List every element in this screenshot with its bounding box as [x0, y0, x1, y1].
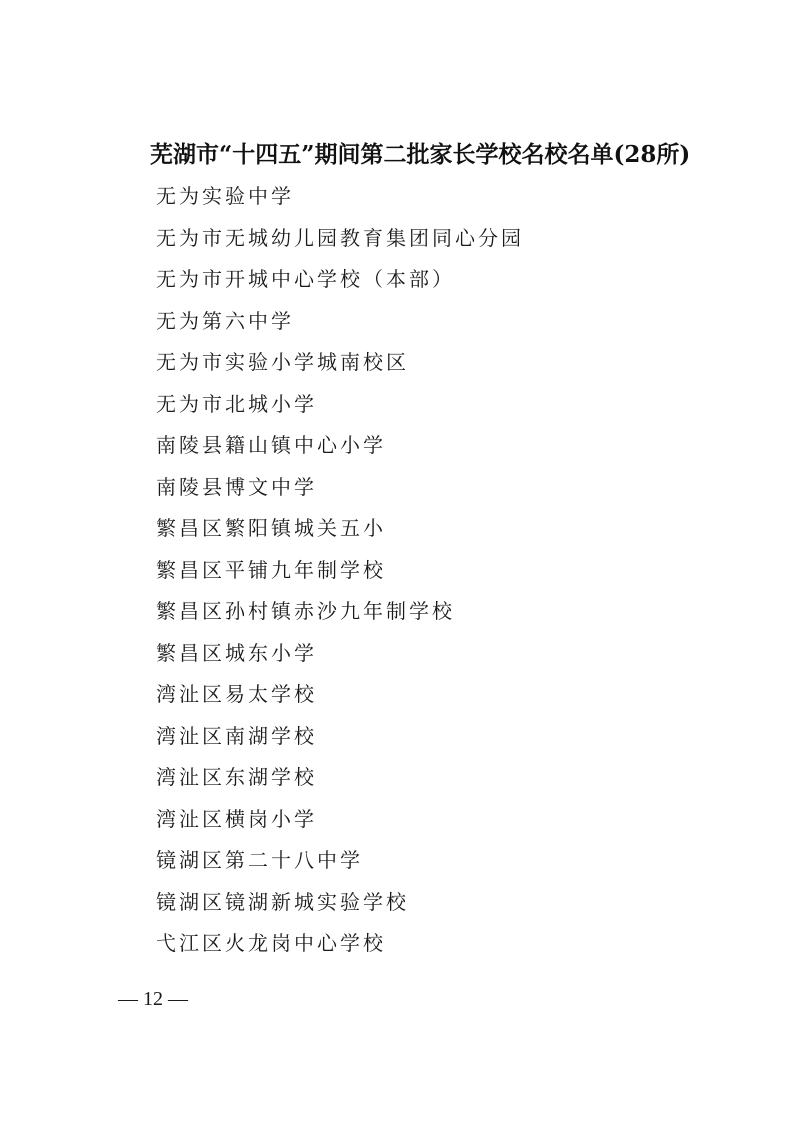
- school-list-item: 繁昌区孙村镇赤沙九年制学校: [156, 599, 455, 623]
- school-list-item: 湾沚区易太学校: [156, 682, 317, 706]
- school-list-item: 繁昌区繁阳镇城关五小: [156, 516, 386, 540]
- school-list: [156, 176, 524, 965]
- school-list-item: 镜湖区镜湖新城实验学校: [156, 889, 409, 914]
- page-number: — 12 —: [118, 988, 188, 1010]
- school-list-item: 无为市开城中心学校（本部）: [156, 267, 455, 291]
- document-title: 芜湖市“十四五”期间第二批家长学校名校名单(28所): [150, 141, 691, 168]
- school-list-item: 繁昌区城东小学: [156, 640, 317, 665]
- school-list-item: 镜湖区第二十八中学: [156, 848, 363, 872]
- school-list-item: 无为第六中学: [156, 308, 294, 333]
- school-list-item: 无为市北城小学: [156, 391, 317, 416]
- school-list-item: 湾沚区南湖学校: [156, 723, 317, 748]
- school-list-item: 无为实验中学: [156, 184, 294, 208]
- school-list-item: 无为市实验小学城南校区: [156, 350, 409, 374]
- school-list-item: 繁昌区平铺九年制学校: [156, 557, 386, 582]
- school-list-item: 湾沚区横岗小学: [156, 806, 317, 831]
- school-list-item: 南陵县籍山镇中心小学: [156, 433, 386, 457]
- school-list-item: 弋江区火龙岗中心学校: [156, 931, 386, 955]
- school-list-item: 无为市无城幼儿园教育集团同心分园: [156, 225, 524, 250]
- school-list-item: 南陵县博文中学: [156, 474, 317, 499]
- school-list-item: 湾沚区东湖学校: [156, 765, 317, 789]
